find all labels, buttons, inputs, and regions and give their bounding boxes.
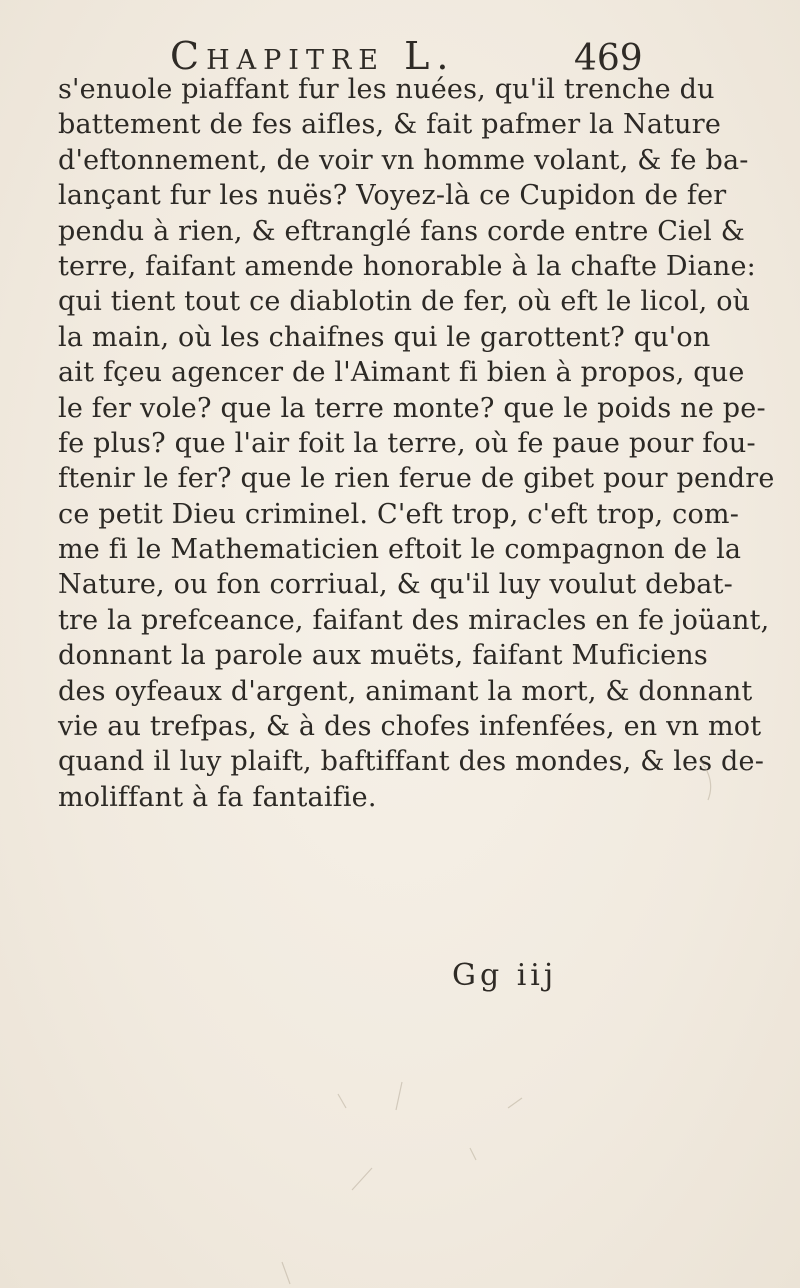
text-line: tre la prefceance, faifant des miracles en fe joüant,: [58, 604, 770, 636]
text-line: ce petit Dieu criminel. C'eft trop, c'eft trop, com-: [58, 498, 740, 530]
text-line: d'eftonnement, de voir vn homme volant, & fe ba-: [58, 144, 749, 176]
text-line: terre, faifant amende honorable à la chafte Diane:: [58, 250, 756, 282]
text-line: fe plus? que l'air foit la terre, où fe paue pour fou-: [58, 427, 756, 459]
bleed-stroke: [352, 1168, 372, 1190]
text-line: donnant la parole aux muëts, faifant Muficiens: [58, 640, 708, 672]
text-line: Nature, ou fon corriual, & qu'il luy voulut debat-: [58, 569, 733, 601]
text-line: la main, où les chaifnes qui le garottent? qu'on: [58, 321, 711, 353]
text-line: lançant fur les nuës? Voyez-là ce Cupidon de fer: [58, 180, 727, 212]
bleed-stroke: [282, 1262, 290, 1284]
text-line: me fi le Mathematicien eftoit le compagnon de la: [58, 534, 742, 566]
text-line: pendu à rien, & eftranglé fans corde entre Ciel &: [58, 215, 746, 247]
body-text: [58, 72, 775, 815]
text-line: s'enuole piaffant fur les nuées, qu'il trenche du: [58, 74, 715, 105]
bleed-stroke: [508, 1098, 522, 1108]
text-line: quand il luy plaift, baftiffant des mondes, & les de-: [58, 746, 765, 778]
text-line: moliffant à fa fantaifie.: [58, 781, 377, 813]
text-line: des oyfeaux d'argent, animant la mort, & donnant: [58, 675, 753, 707]
text-line: ait fçeu agencer de l'Aimant fi bien à propos, que: [58, 357, 745, 389]
running-head: Chapitre L.: [170, 34, 456, 78]
signature-mark: Gg iij: [452, 958, 558, 993]
text-line: vie au trefpas, & à des chofes infenfées, en vn mot: [58, 711, 762, 743]
bleed-stroke: [470, 1148, 476, 1160]
text-line: qui tient tout ce diablotin de fer, où eft le licol, où: [58, 286, 751, 318]
bleed-stroke: [338, 1094, 346, 1108]
bleed-stroke: [396, 1082, 402, 1110]
text-line: le fer vole? que la terre monte? que le poids ne pe-: [58, 392, 766, 424]
text-line: ftenir le fer? que le rien ferue de gibet pour pendre: [58, 463, 775, 495]
page-number: 469: [574, 38, 643, 79]
text-line: battement de fes aifles, & fait pafmer la Nature: [58, 109, 722, 141]
